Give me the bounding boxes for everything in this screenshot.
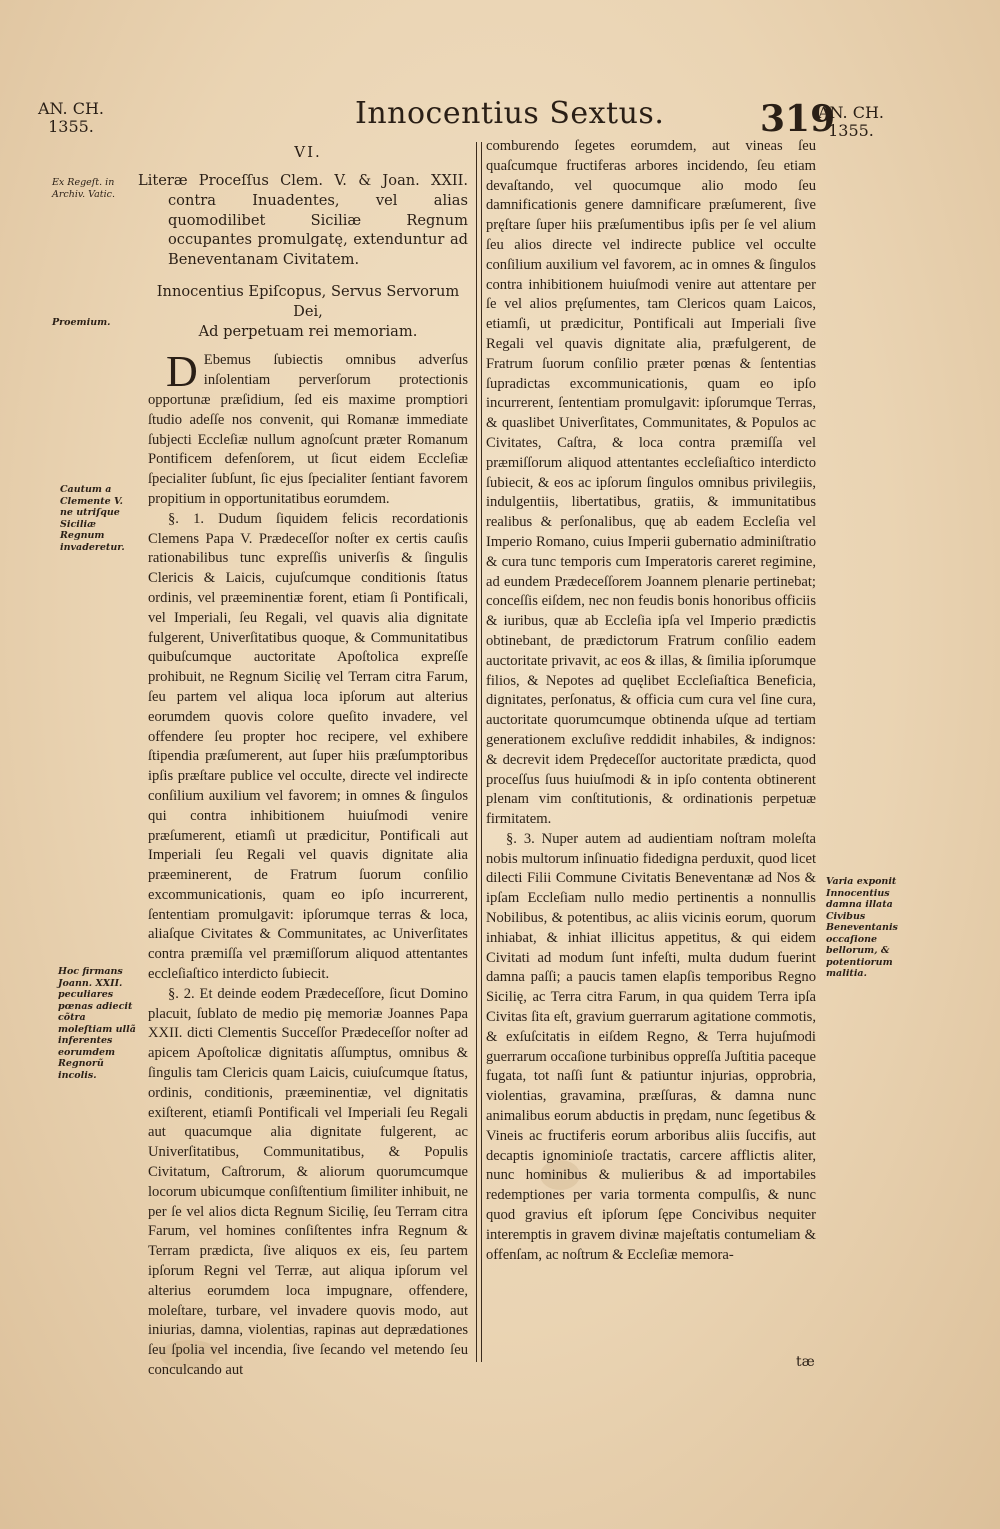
margin-note-proemium: Proemium. xyxy=(52,317,111,328)
proem-text: Ebemus ſubiectis omnibus adverſus inſolentiam perverſorum protectionis opportunæ præſidium, ſed eis maxime promptiori ſtudio adeſſe nos convenit, qui Romanæ immediate ſubjecti Eccleſiæ nullum agnoſcunt præter Romanum Pontificem defenſorem, ut ſicut eidem Eccleſiæ ſpecialiter ſubſunt, ſic ejus ſpecialiter ſentiant favorem propitium in opportunitatibus eorumdem. xyxy=(148,352,468,507)
document-number: VI. xyxy=(294,143,322,161)
page-number: 319 xyxy=(760,98,836,140)
header-year-right xyxy=(818,104,884,140)
margin-note-hoc-firmans: Hoc firmans Joann. XXII. peculiares pœnas adiecit cõtra moleſtiam ullã inferentes eorumdem Regnorũ incolis. xyxy=(58,966,136,1081)
margin-note-cautum: Cautum a Clemente V. ne utriſque Siciliæ Regnum invaderetur. xyxy=(60,484,125,553)
section-3: §. 3. Nuper autem ad audientiam noſtram moleſta nobis multorum inſinuatio fidedigna perduxit, quod licet dilecti Filii Commune Civitatis Beneventanæ ad Nos & ipſam Eccleſiam nullo medio pertinentis a nonnullis Nobilibus, & potentibus, ac aliis vicinis eorum, quorum inhiabat, & inhiat illicitus appetitus, & qui eidem Civitati ad modum ſunt infeſti, multa dudum fuerint damna paſſi; a paucis tamen elapſis temporibus Regno Sicilię, ac Terra citra Farum, in qua quidem Terra ipſa Civitas ſita eſt, gravium guerrarum agitatione commotis, & exſuſcitatis in eiſdem Regno, & Terra hujuſmodi guerrarum occaſione turbinibus oppreſſa Juſtitia paceque fugata, tot naſſi ſunt & patiuntur injurias, opprobria, violentias, gravamina, præſſuras, & damna nunc animalibus eorum abductis in prędam, nunc ſegetibus & Vineis ac fructiferis eorum arboribus aliis ſuccifis, aut decaptis ignominioſe tractatis, carcere afflictis aliter, nunc hominibus & mulieribus & ad importabiles redemptiones per varia tormenta compulſis, & nunc quod gravius eſt ipſorum ſępe Concivibus nequiter interemptis in gravem divinæ majeſtatis contumeliam & offenſam, ac noſtrum & Eccleſiæ memora- xyxy=(486,830,816,1263)
right-continuation: comburendo ſegetes eorumdem, aut vineas ſeu quaſcumque fructiferas arbores incidendo, ſeu etiam devaſtando, vel quocumque alio modo ſeu damnificationis genere damnificare præſumerent, ſive pręſtare ſuper hiis præſumentibus ipſis per ſe vel alium ſeu alios directe vel indirecte publice vel occulte conſilium auxilium vel favorem, ac in omnes & ſingulos contra inhibitionem huiuſmodi venire aut attentare per ſe vel alios pręſumentes, tam Clericos quam Laicos, etiamſi, ut prædicitur, Pontificali aut Imperiali ſive Regali vel quavis dignitate alia, præfulgerent, de Fratrum ſuorum conſilio præter pœnas & ſententias ſupradictas excommunicationis, quam eo ipſo incurrerent, ſententiam promulgavit: ipſorumque Terras, & quaslibet Univerſitates, Communitates, & Populos ac Civitates, Caſtra, & loca contra præmiſſa vel præmiſſorum aliquod attentantes eccleſiaſtico interdicto ſubiecit, & eos ac ipſorum ſingulos omnibus privilegiis, indulgentiis, libertatibus, gratiis, & immunitatibus realibus & perſonalibus, quę ab eadem Eccleſia vel Imperio Romano, cuius Imperii gubernatio adminiſtratio & cura tunc temporis cum Imperatoris careret regimine, ad eundem Prædeceſſorem Joannem plenarie pertinebat; conceſſis eiſdem, nec non feudis bonis honoribus officiis & iuribus, quæ ab Eccleſia ipſa vel Imperio prædictis obtinebant, de prædictorum Fratrum conſilio eadem auctoritate privavit, ac eos & illas, & ſimilia ipſorumque filios, & Nepotes ad quęlibet Eccleſiaſtica Beneficia, dignitates, perſonatus, & officia cum cura vel ſine cura, auctoritate quorumcumque obtinenda uſque ad tertiam generationem excluſive reddidit inhabiles, & indignos: & decrevit idem Prędeceſſor auctoritate prædicta, quod proceſſus ſuus huiuſmodi & in ipſo contenta obtinerent plenam vim conſtitutionis, & ordinationis perpetuæ firmitatem. xyxy=(486,138,816,828)
right-column xyxy=(486,137,816,1265)
margin-note-varia: Varia exponit Innocentius damna illata Civibus Beneventanis occaſione bellorum, & potentiorum malitia. xyxy=(826,876,898,979)
header-year-number-right: 1355. xyxy=(828,121,874,140)
header-year-label-left: AN. CH. xyxy=(38,99,104,118)
column-divider xyxy=(476,142,482,1362)
catchword: tæ xyxy=(796,1354,815,1370)
invocation xyxy=(148,282,468,341)
page-title: Innocentius Sextus. xyxy=(355,96,665,131)
header-year-left xyxy=(38,100,104,136)
proem-paragraph xyxy=(148,347,468,509)
section-1: §. 1. Dudum ſiquidem felicis recordationis Clemens Papa V. Prædeceſſor noſter ex certis cauſis rationabilibus tunc expreſſis univerſis & ſingulis Clericis & Laicis, cujuſcumque conditionis ſtatus ordinis, vel præeminentiæ forent, etiam ſi Pontificali, vel Imperiali, ſeu Regali, vel quavis alia dignitate fulgerent, Univerſitatibus quoque, & Communitatibus quibuſcumque auctoritate Apoſtolica expreſſe prohibuit, ne Regnum Sicilię vel Terram citra Farum, ſeu partem vel aliqua loca ipſorum aut alterius eorumdem quovis colore queſito invadere, vel offendere ſeu propter hoc recipere, vel exhibere ſtipendia præſumerent, aut ſuper hiis præſumptoribus ipſis præſtare publice vel occulte, directe vel indirecte conſilium auxilium vel favorem; in omnes & ſingulos qui contra inhibitionem huiuſmodi venire præſumerent, etiamſi ut prædicitur, Pontificali aut Imperiali ſeu Regali vel quavis dignitate alia præeminerent, de Fratrum ſuorum conſilio excommunicationis, quam eo ipſo incurrerent, ſententiam promulgavit: ipſorumque terras & loca, aliaſque Civitates & Communitates, ac Univerſitates contra præmiſſa vel præmiſſorum aliquod attentantes eccleſiaſtico interdicto ſubiecit. xyxy=(148,510,468,983)
section-2: §. 2. Et deinde eodem Prædeceſſore, ſicut Domino placuit, ſublato de medio pię memoriæ Joannes Papa XXII. dicti Clementis Succeſſor Prædeceſſor noſter ad apicem Apoſtolicæ dignitatis aſſumptus, omnibus & ſingulis tam Clericis quam Laicis, cuiuſcumque ſtatus, ordinis, conditionis, præeminentiæ, vel dignitatis exiſterent, etiamſi Pontificali vel Imperiali ſeu Regali aut quacumque alia dignitate fulgerent, ac Univerſitatibus, Communitatibus, & Populis Civitatum, Caſtrorum, & aliorum quorumcumque locorum ubicumque conſiſtentium ſimiliter inhibuit, ne per ſe vel alios dicta Regnum Sicilię, ſeu Terram citra Farum, vel homines conſiſtentes infra Regnum & Terram prædicta, ſive aliquos ex eis, ſeu partem ipſorum Regni vel Terræ, aut aliqua ipſorum vel alterius eorumdem loca impugnare, offendere, moleſtare, turbare, vel invadere quovis modo, aut iniurias, damna, violentias, rapinas aut deprædationes ſeu ſpolia vel incendia, ſive ſecando vel metendo ſeu conculcando aut xyxy=(148,985,468,1379)
margin-note-source: Ex Regeſt. in Archiv. Vatic. xyxy=(52,177,116,200)
drop-cap: D xyxy=(166,347,198,397)
header-year-number-left: 1355. xyxy=(48,117,94,136)
left-column xyxy=(138,137,468,1381)
invocation-line-1: Innocentius Epiſcopus, Servus Servorum Dei, xyxy=(156,282,460,320)
header-year-label-right: AN. CH. xyxy=(818,103,884,122)
invocation-line-2: Ad perpetuam rei memoriam. xyxy=(198,322,418,340)
document-summary: Literæ Proceſſus Clem. V. & Joan. XXII. contra Inuadentes, vel alias quomodilibet Siciliæ Regnum occupantes promulgatę, extenduntur ad Beneventanam Civitatem. xyxy=(138,172,468,269)
